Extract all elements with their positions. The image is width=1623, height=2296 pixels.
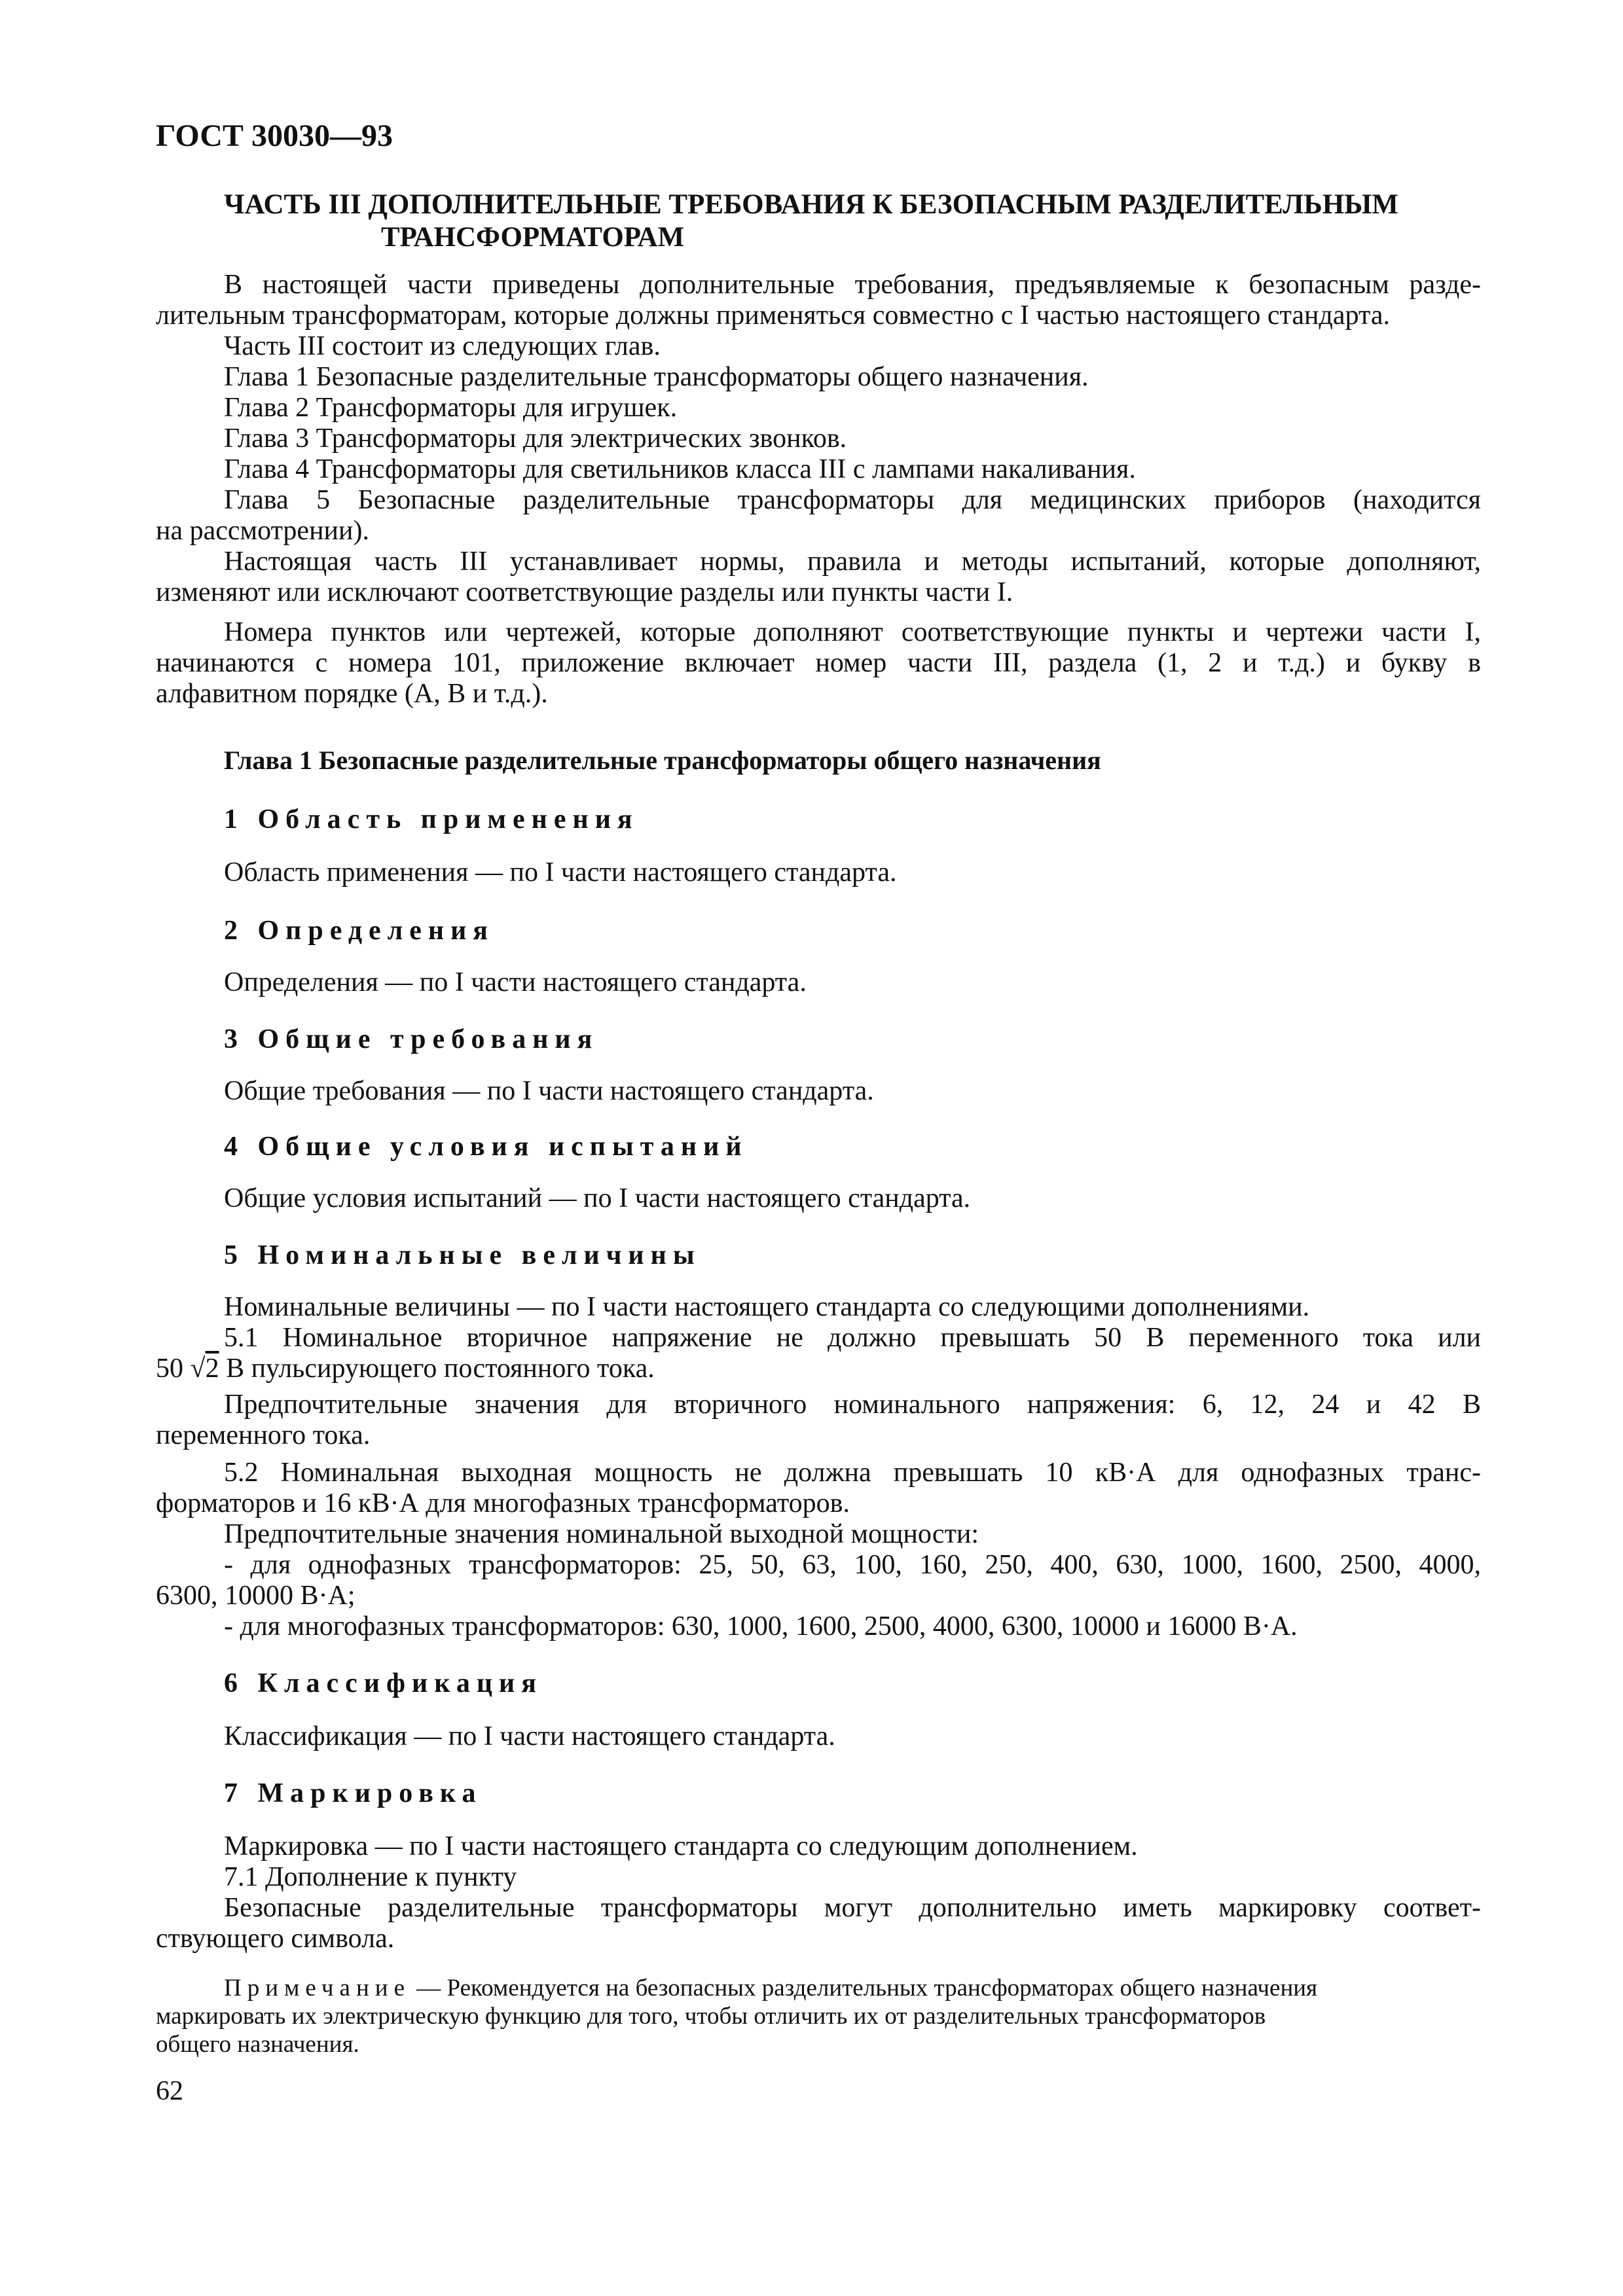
note-line: Примечание — Рекомендуется на безопасных разделительных трансформаторах общего назначения	[224, 1975, 1318, 2001]
chapter-title: Глава 1 Безопасные разделительные трансформаторы общего назначения	[224, 745, 1101, 775]
clause-5-2-line: 5.2 Номинальная выходная мощность не должна превышать 10 кВ·А для однофазных транс-	[224, 1458, 1481, 1488]
chapter-list-item: Глава 2 Трансформаторы для игрушек.	[224, 393, 678, 423]
single-phase-values-line: 6300, 10000 В·А;	[156, 1581, 356, 1611]
single-phase-values-line: - для однофазных трансформаторов: 25, 50, 63, 100, 160, 250, 400, 630, 1000, 1600, 2500, 4000,	[224, 1550, 1481, 1580]
note-line: маркировать их электрическую функцию для того, чтобы отличить их от разделительных трансформаторов	[156, 2003, 1266, 2030]
intro-paragraph-line: изменяют или исключают соответствующие разделы или пункты части I.	[156, 577, 1013, 607]
section-text: Маркировка — по I части настоящего стандарта со следующим дополнением.	[224, 1831, 1138, 1861]
part-title-line1: ЧАСТЬ III ДОПОЛНИТЕЛЬНЫЕ ТРЕБОВАНИЯ К БЕЗОПАСНЫМ РАЗДЕЛИТЕЛЬНЫМ	[224, 189, 1398, 220]
section-heading: 3 Общие требования	[224, 1024, 599, 1054]
intro-paragraph-line: В настоящей части приведены дополнительные требования, предъявляемые к безопасным разде-	[224, 270, 1481, 300]
clause-5-2-line: форматоров и 16 кВ·А для многофазных трансформаторов.	[156, 1488, 850, 1518]
section-text: Определения — по I части настоящего стандарта.	[224, 967, 807, 997]
clause-5-1-line: 5.1 Номинальное вторичное напряжение не должно превышать 50 В переменного тока или	[224, 1323, 1481, 1353]
chapter-list-item: Глава 5 Безопасные разделительные трансформаторы для медицинских приборов (находится	[224, 485, 1481, 515]
clause-7-1: 7.1 Дополнение к пункту	[224, 1862, 517, 1892]
section-heading: 6 Классификация	[224, 1668, 543, 1698]
document-code: ГОСТ 30030—93	[156, 118, 393, 153]
section-text: Классификация — по I части настоящего стандарта.	[224, 1721, 835, 1751]
clause-7-1-text-line: ствующего символа.	[156, 1924, 395, 1954]
intro-paragraph-line: начинаются с номера 101, приложение включает номер части III, раздела (1, 2 и т.д.) и букву в	[156, 648, 1481, 678]
preferred-voltage-line: переменного тока.	[156, 1420, 371, 1450]
intro-paragraph-line: алфавитном порядке (А, В и т.д.).	[156, 679, 548, 709]
section-text: Номинальные величины — по I части настоящего стандарта со следующими дополнениями.	[224, 1292, 1310, 1322]
clause-5-1-line: 50 √2 В пульсирующего постоянного тока.	[156, 1354, 655, 1384]
clause-7-1-text-line: Безопасные разделительные трансформаторы могут дополнительно иметь маркировку соответ-	[224, 1893, 1481, 1923]
intro-paragraph-line: лительным трансформаторам, которые должны применяться совместно с I частью настоящего стандарта.	[156, 300, 1390, 331]
intro-paragraph-line: Настоящая часть III устанавливает нормы, правила и методы испытаний, которые дополняют,	[224, 547, 1481, 577]
section-heading: 5 Номинальные величины	[224, 1240, 701, 1270]
section-heading: 1 Область применения	[224, 804, 639, 834]
preferred-power-heading: Предпочтительные значения номинальной выходной мощности:	[224, 1519, 979, 1549]
section-heading: 4 Общие условия испытаний	[224, 1132, 748, 1162]
note-line: общего назначения.	[156, 2031, 359, 2058]
section-text: Общие требования — по I части настоящего стандарта.	[224, 1076, 874, 1106]
chapter-list-item: Глава 1 Безопасные разделительные трансформаторы общего назначения.	[224, 362, 1089, 392]
section-heading: 2 Определения	[224, 916, 495, 946]
section-text: Область применения — по I части настоящего стандарта.	[224, 857, 897, 888]
intro-paragraph-line: Номера пунктов или чертежей, которые дополняют соответствующие пункты и чертежи части I,	[224, 617, 1481, 647]
page-number: 62	[156, 2076, 183, 2106]
part-title-line2: ТРАНСФОРМАТОРАМ	[381, 222, 685, 253]
intro-paragraph-line: Часть III состоит из следующих глав.	[224, 331, 661, 361]
chapter-list-item: Глава 4 Трансформаторы для светильников класса III с лампами накаливания.	[224, 454, 1136, 484]
chapter-list-item: Глава 3 Трансформаторы для электрических звонков.	[224, 423, 847, 454]
multi-phase-values-line: - для многофазных трансформаторов: 630, 1000, 1600, 2500, 4000, 6300, 10000 и 16000 В·А.	[224, 1611, 1298, 1641]
note-label: Примечание	[224, 1975, 410, 2001]
section-text: Общие условия испытаний — по I части настоящего стандарта.	[224, 1183, 971, 1213]
preferred-voltage-line: Предпочтительные значения для вторичного номинального напряжения: 6, 12, 24 и 42 В	[224, 1390, 1481, 1420]
section-heading: 7 Маркировка	[224, 1778, 483, 1808]
chapter-list-item: на рассмотрении).	[156, 516, 369, 546]
